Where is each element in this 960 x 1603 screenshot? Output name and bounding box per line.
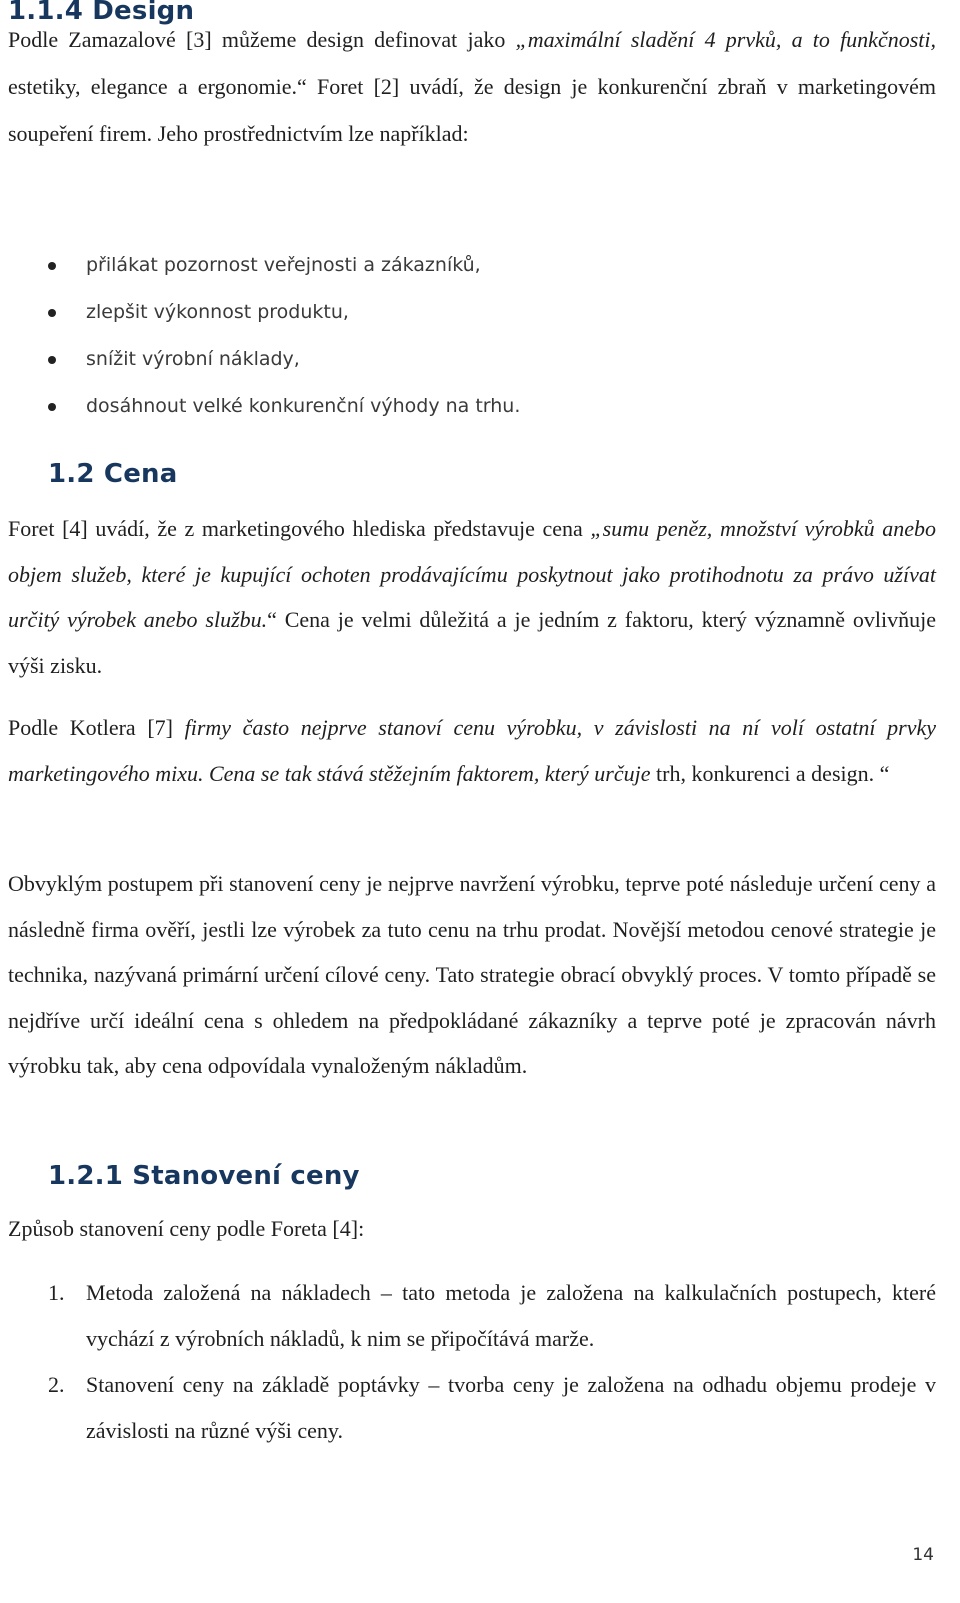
list-item: dosáhnout velké konkurenční výhody na trhu. [40, 383, 930, 430]
text: Obvyklým postupem při stanovení ceny je nejprve navržení výrobku, teprve poté následuje určení ceny a následně firma ověří, jestli lze výrobek za tuto cenu na trhu prodat. Novější metodou cenové strategie je technika, nazývaná primární určení cílové ceny. Tato strategie obrací obvyklý proces. V tomto případě se nejdříve určí ideální cena s ohledem na předpokládané zákazníky a teprve poté je zpracován návrh výrobku tak, aby cena odpovídala vynaloženým nákladům. [8, 871, 936, 1078]
list-item: zlepšit výkonnost produktu, [40, 289, 930, 336]
stanoveni-intro: Způsob stanovení ceny podle Foreta [4]: [8, 1216, 365, 1241]
design-benefits-list [40, 242, 930, 430]
heading-stanoveni-ceny: 1.2.1 Stanovení ceny [48, 1161, 360, 1191]
text: Podle Kotlera [7] [8, 715, 185, 740]
list-item: přilákat pozornost veřejnosti a zákazníků, [40, 242, 930, 289]
text: “ Cena je velmi důležitá a je jedním z faktoru, který významně ovlivňuje výši zisku. [8, 607, 937, 678]
design-intro-paragraph [8, 16, 936, 157]
bullet-icon [48, 403, 56, 411]
text: trh, konkurenci a design. “ [650, 760, 890, 786]
italic-text: firmy často nejprve stanoví cenu výrobku, v závislosti na ní volí ostatní prvky marketingového mixu. Cena se tak stává stěžejním faktorem, který určuje [8, 715, 937, 786]
cena-paragraph-2 [8, 705, 936, 796]
heading-cena: 1.2 Cena [48, 459, 178, 489]
cena-paragraph-1 [8, 506, 936, 688]
italic-text: „sumu peněz, množství výrobků anebo objem služeb, které je kupující ochoten prodávajícímu poskytnout jako protihodnotu za právo užívat určitý výrobek anebo službu. [8, 516, 936, 632]
list-item: snížit výrobní náklady, [40, 336, 930, 383]
text: Foret [4] uvádí, že z marketingového hlediska představuje cena [8, 516, 591, 541]
text: Podle Zamazalové [3] můžeme design definovat jako [8, 27, 516, 52]
pricing-methods-list [48, 1270, 936, 1453]
list-item: 2. Stanovení ceny na základě poptávky – tvorba ceny je založena na odhadu objemu prodeje v závislosti na různé výši ceny. [48, 1372, 936, 1443]
text: estetiky, elegance a ergonomie.“ Foret [2] uvádí, že design je konkurenční zbraň v marketingovém soupeření firem. Jeho prostřednictvím lze například: [8, 74, 936, 146]
italic-text: „maximální sladění 4 prvků, a to funkčnosti, [515, 27, 936, 52]
bullet-icon [48, 356, 56, 364]
bullet-icon [48, 262, 56, 270]
list-item: 1. Metoda založená na nákladech – tato metoda je založena na kalkulačních postupech, které vychází z výrobních nákladů, k nim se připočítává marže. [48, 1280, 936, 1351]
cena-paragraph-3 [8, 861, 936, 1089]
heading-design: 1.1.4 Design [8, 0, 195, 26]
bullet-icon [48, 309, 56, 317]
page-number: 14 [912, 1545, 934, 1565]
